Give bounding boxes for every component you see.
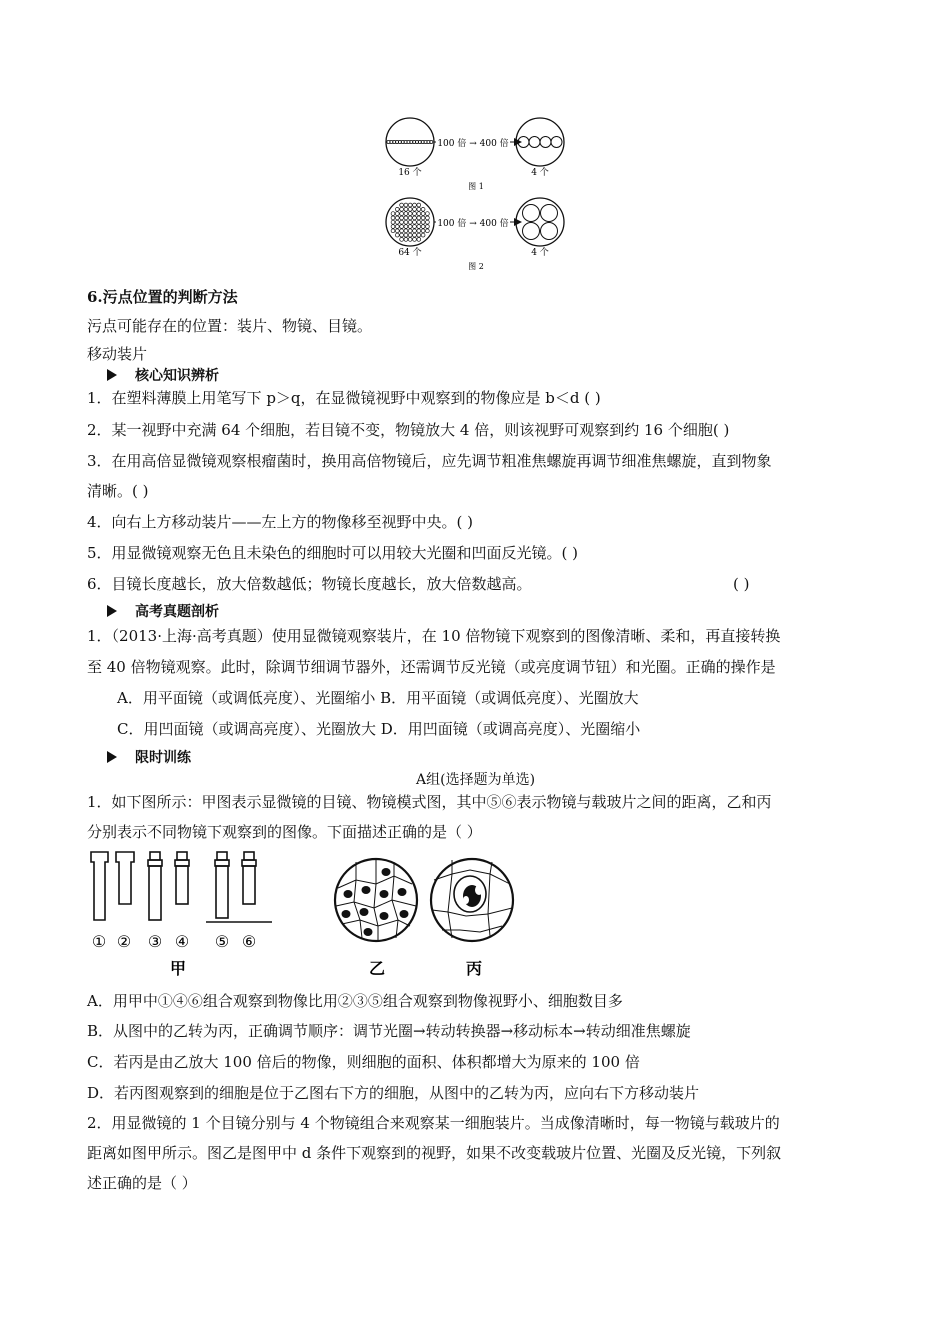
small-cell <box>421 220 425 224</box>
small-cell <box>404 233 408 237</box>
small-cell <box>391 225 395 229</box>
small-cell <box>395 225 399 229</box>
fig1-caption: 图 1 <box>468 182 484 191</box>
training-q1-option-b: B．从图中的乙转为丙，正确调节顺序：调节光圈→转动转换器→移动标本→转动细准焦螺旋 <box>87 1022 691 1040</box>
fig1-magnification: 100 倍 → 400 倍 <box>437 139 509 149</box>
small-cell <box>404 229 408 233</box>
small-cell <box>421 216 425 220</box>
small-cell <box>404 207 408 211</box>
small-cell <box>408 216 412 220</box>
cell-nucleus <box>360 908 369 916</box>
fig1-left-count: 16 个 <box>398 168 422 178</box>
cell-nucleus <box>364 928 373 936</box>
objective-4 <box>175 852 189 904</box>
fig2-right-count: 4 个 <box>531 248 549 258</box>
training-q2-line2: 距离如图甲所示。图乙是图甲中 d 条件下观察到的视野，如果不改变载玻片位置、光圈及反光镜，下列叙 <box>87 1144 782 1162</box>
cell-nucleus <box>362 886 371 894</box>
training-q2-line1: 2．用显微镜的 1 个目镜分别与 4 个物镜组合来观察某一细胞装片。当成像清晰时，每一物镜与载玻片的 <box>87 1114 780 1132</box>
small-cell <box>408 220 412 224</box>
small-cell <box>404 238 408 242</box>
fig2-left-count: 64 个 <box>398 248 422 258</box>
small-cell <box>417 212 421 216</box>
small-cell <box>417 233 421 237</box>
small-cell <box>413 207 417 211</box>
small-cell <box>408 212 412 216</box>
training-q1-line1: 1．如下图所示：甲图表示显微镜的目镜、物镜模式图，其中⑤⑥表示物镜与载玻片之间的距离，乙和丙 <box>87 793 772 811</box>
fig1-right-count: 4 个 <box>531 168 549 178</box>
gaokao-q1-line1: 1．（2013·上海·高考真题）使用显微镜观察装片，在 10 倍物镜下观察到的图像清晰、柔和，再直接转换 <box>87 627 781 645</box>
objective-3 <box>148 852 162 920</box>
small-cell <box>400 207 404 211</box>
small-cell <box>395 212 399 216</box>
small-cell <box>413 216 417 220</box>
core-item-1: 1．在塑料薄膜上用笔写下 p＞q，在显微镜视野中观察到的物像应是 b＜d ( ) <box>87 389 601 407</box>
core-item-2: 2．某一视野中充满 64 个细胞，若目镜不变，物镜放大 4 倍，则该视野可观察到约 16 个细胞( ) <box>87 421 730 439</box>
lens-number-3: ③ <box>147 932 163 951</box>
small-cell <box>408 233 412 237</box>
small-cell <box>421 212 425 216</box>
cell-nucleus <box>382 868 391 876</box>
objective-6 <box>242 852 256 904</box>
small-cell <box>408 238 412 242</box>
small-cell <box>395 233 399 237</box>
small-cell <box>400 233 404 237</box>
small-cell <box>400 225 404 229</box>
small-cell <box>395 229 399 233</box>
small-cell <box>404 203 408 207</box>
view-yi <box>335 859 417 941</box>
cell-nucleus <box>400 910 409 918</box>
core-item-4: 4．向右上方移动装片——左上方的物像移至视野中央。( ) <box>87 513 474 531</box>
fig2-magnification: 100 倍 → 400 倍 <box>437 219 509 229</box>
small-cell <box>417 207 421 211</box>
core-item-3-cont: 清晰。( ) <box>87 482 149 500</box>
section6-heading: 6.污点位置的判断方法 <box>87 288 238 306</box>
small-cell <box>413 220 417 224</box>
small-cell <box>421 229 425 233</box>
group-title: A组(选择题为单选) <box>416 772 536 788</box>
arrow-bullet-icon <box>107 605 117 617</box>
gaokao-q1-line2: 至 40 倍物镜观察。此时，除调节细调节器外，还需调节反光镜（或亮度调节钮）和光圈。正确的操作是 <box>87 658 776 676</box>
small-cell <box>391 220 395 224</box>
small-cell <box>400 238 404 242</box>
small-cell <box>404 216 408 220</box>
small-cell <box>408 229 412 233</box>
small-cell <box>395 207 399 211</box>
lens-and-view-figure <box>86 850 526 982</box>
training-q1-option-c: C．若丙是由乙放大 100 倍后的物像，则细胞的面积、体积都增大为原来的 100 倍 <box>87 1053 640 1071</box>
small-cell <box>391 212 395 216</box>
small-cell <box>426 212 430 216</box>
lens-number-1: ① <box>91 932 107 951</box>
small-cell <box>400 216 404 220</box>
small-cell <box>408 207 412 211</box>
small-cell <box>404 220 408 224</box>
objective-5 <box>215 852 229 918</box>
small-cell <box>417 216 421 220</box>
arrow-bullet-icon <box>107 751 117 763</box>
lens-number-4: ④ <box>174 932 190 951</box>
small-cell <box>413 229 417 233</box>
view-bing <box>431 859 513 941</box>
gaokao-options-cd: C．用凹面镜（或调高亮度）、光圈放大 D．用凹面镜（或调高亮度）、光圈缩小 <box>117 720 641 738</box>
label-yi: 乙 <box>368 959 386 978</box>
small-cell <box>426 216 430 220</box>
gaokao-heading: 高考真题剖析 <box>107 602 219 622</box>
small-cell <box>408 203 412 207</box>
small-cell <box>400 212 404 216</box>
small-cell <box>404 212 408 216</box>
core-heading: 核心知识辨析 <box>107 366 219 386</box>
arrow-bullet-icon <box>107 369 117 381</box>
small-cell <box>426 220 430 224</box>
gaokao-options-ab: A．用平面镜（或调低亮度）、光圈缩小 B．用平面镜（或调低亮度）、光圈放大 <box>117 689 639 707</box>
eyepiece-1 <box>91 852 108 920</box>
small-cell <box>413 225 417 229</box>
cell-nucleus <box>380 890 389 898</box>
small-cell <box>413 238 417 242</box>
small-cell <box>417 238 421 242</box>
small-cell <box>391 229 395 233</box>
cell-nucleus <box>342 910 351 918</box>
core-item-5: 5．用显微镜观察无色且未染色的细胞时可以用较大光圈和凹面反光镜。( ) <box>87 544 579 562</box>
section6-line2: 移动装片 <box>87 345 148 363</box>
eyepiece-2 <box>116 852 134 904</box>
small-cell <box>395 216 399 220</box>
small-cell <box>400 220 404 224</box>
lens-number-5: ⑤ <box>214 932 230 951</box>
cell-nucleus <box>398 888 407 896</box>
core-item-6: 6．目镜长度越长，放大倍数越低；物镜长度越长，放大倍数越高。 <box>87 575 532 593</box>
core-item-3: 3．在用高倍显微镜观察根瘤菌时，换用高倍物镜后，应先调节粗准焦螺旋再调节细准焦螺旋，直到物象 <box>87 452 772 470</box>
section6-line1: 污点可能存在的位置：装片、物镜、目镜。 <box>87 317 373 335</box>
small-cell <box>391 216 395 220</box>
training-q2-line3: 述正确的是（ ） <box>87 1174 197 1192</box>
small-cell <box>413 212 417 216</box>
small-cell <box>408 225 412 229</box>
training-q1-option-d: D．若丙图观察到的细胞是位于乙图右下方的细胞，从图中的乙转为丙，应向右下方移动装片 <box>87 1084 700 1102</box>
small-cell <box>421 233 425 237</box>
small-cell <box>426 229 430 233</box>
small-cell <box>417 220 421 224</box>
small-cell <box>400 203 404 207</box>
small-cell <box>417 203 421 207</box>
small-cell <box>395 220 399 224</box>
small-cell <box>417 229 421 233</box>
cell-nucleus <box>380 912 389 920</box>
small-cell <box>413 203 417 207</box>
lens-number-2: ② <box>116 932 132 951</box>
small-cell <box>426 225 430 229</box>
training-q1-line2: 分别表示不同物镜下观察到的图像。下面描述正确的是（ ） <box>87 823 482 841</box>
small-cell <box>400 229 404 233</box>
training-q1-option-a: A．用甲中①④⑥组合观察到物像比用②③⑤组合观察到物像视野小、细胞数目多 <box>87 992 623 1010</box>
small-cell <box>421 207 425 211</box>
label-jia: 甲 <box>169 959 187 978</box>
label-bing: 丙 <box>465 959 483 978</box>
core-item-6-blank: ( ) <box>733 575 750 593</box>
small-cell <box>404 225 408 229</box>
magnification-figure <box>380 112 570 272</box>
small-cell <box>413 233 417 237</box>
small-cell <box>421 225 425 229</box>
training-heading: 限时训练 <box>107 748 191 768</box>
lens-number-6: ⑥ <box>241 932 257 951</box>
fig2-caption: 图 2 <box>468 262 484 271</box>
small-cell <box>417 225 421 229</box>
cell-nucleus <box>344 890 353 898</box>
